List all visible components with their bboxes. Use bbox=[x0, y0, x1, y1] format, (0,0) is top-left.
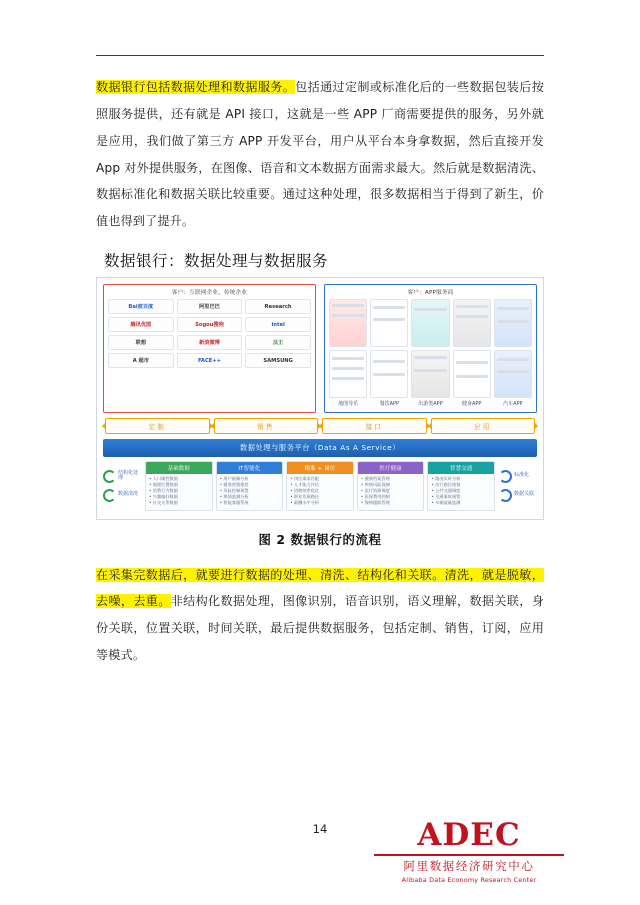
right-panel-caption: 客户：APP服务商 bbox=[407, 290, 454, 297]
figure-left-panel bbox=[103, 284, 316, 413]
card-item: • 岗位需求匹配 bbox=[290, 476, 320, 482]
logo-english-name: Alibaba Data Economy Research Center bbox=[401, 875, 537, 884]
card-item: • 人才能力评估 bbox=[290, 482, 320, 488]
arrow-tag-custom: 定制 bbox=[105, 418, 210, 434]
process-label: 数据关联 bbox=[514, 491, 535, 498]
card-item: • 车辆流量监测 bbox=[431, 500, 461, 506]
service-card bbox=[216, 461, 284, 510]
page-number: 14 bbox=[312, 822, 328, 836]
card-item: • 消费行为数据 bbox=[149, 488, 178, 494]
page-content bbox=[96, 74, 544, 669]
card-item: • 疾病风险预测 bbox=[360, 482, 390, 488]
logo-cell: FACE++ bbox=[177, 353, 243, 368]
app-label-row bbox=[329, 400, 532, 407]
app-screenshot bbox=[453, 350, 491, 398]
arrow-tag-interface: 接口 bbox=[322, 418, 427, 434]
logo-cell: 汰王 bbox=[245, 335, 311, 350]
process-item bbox=[499, 470, 537, 483]
logo-wordmark: ADEC bbox=[417, 817, 521, 853]
process-item bbox=[103, 489, 141, 502]
service-card bbox=[286, 461, 354, 510]
card-item: • 路况实时分析 bbox=[431, 476, 461, 482]
logo-cell: Bai度百度 bbox=[108, 299, 174, 314]
header-rule bbox=[96, 55, 544, 56]
card-item: • 薪酬水平分析 bbox=[290, 500, 320, 506]
left-panel-caption: 客户：互联网企业、传统企业 bbox=[171, 290, 248, 297]
app-label: 出游类APP bbox=[418, 401, 443, 408]
refresh-arrow-icon bbox=[103, 489, 116, 502]
app-screenshot bbox=[494, 299, 532, 347]
app-screenshot bbox=[411, 350, 449, 398]
refresh-arrow-icon bbox=[499, 489, 512, 502]
logo-cell: 联想 bbox=[108, 335, 174, 350]
left-panel-logo-grid bbox=[108, 299, 311, 368]
platform-band: 数据处理与服务平台（Data As A Service） bbox=[103, 439, 537, 457]
right-process-column bbox=[499, 461, 537, 510]
card-item: • 用户画像分析 bbox=[219, 476, 249, 482]
process-item bbox=[103, 470, 141, 483]
figure-lower-row bbox=[103, 461, 537, 510]
card-item: • 公共交通调度 bbox=[431, 488, 461, 494]
process-label: 数据清洗 bbox=[118, 491, 139, 498]
paragraph-2-rest: 非结构化数据处理，图像识别，语音识别，语义理解，数据关联，身份关联，位置关联，时间关联，最后提供数据服务，包括定制、销售，订阅，应用等模式。 bbox=[96, 594, 544, 663]
card-item: • 出行路径规划 bbox=[431, 482, 461, 488]
paragraph-1-rest: 包括通过定制或标准化后的一些数据包装后按照服务提供，还有就是 API 接口，这就是一些 APP 厂商需要提供的服务，另外就是应用，我们做了第三方 APP 开发平台，用户从平台本身拿数据，然后直接开发 App 对外提供服务，在图像、语音和文本数据方面需求最大。然后就是数据清洗、数据标准化和数据关联比较重要。通过这种处理，很多数据相当于得到了新生，价值也得到了提升。 bbox=[96, 80, 544, 229]
paragraph-2-highlight: 在采集完数据后，就要进行数据的处理、清洗、结构化和关联。清洗，就是脱敏，去噪，去重。 bbox=[96, 567, 544, 609]
card-header: 智慧交通 bbox=[428, 462, 494, 474]
card-header: IT智能化 bbox=[217, 462, 283, 474]
card-item: • 精准营销推荐 bbox=[219, 482, 249, 488]
card-item: • 舆情监测分析 bbox=[219, 494, 249, 500]
service-card bbox=[427, 461, 495, 510]
card-item: • 社交关系数据 bbox=[149, 500, 178, 506]
arrow-tag-application: 应用 bbox=[431, 418, 536, 434]
refresh-arrow-icon bbox=[103, 470, 116, 483]
card-item: • 医保费用控制 bbox=[360, 494, 390, 500]
app-label: 健身APP bbox=[461, 401, 482, 408]
app-screenshot bbox=[370, 350, 408, 398]
service-card-grid bbox=[145, 461, 495, 510]
arrow-tag-sales: 销售 bbox=[214, 418, 319, 434]
logo-cell: 腾讯优图 bbox=[108, 317, 174, 332]
service-card bbox=[145, 461, 213, 510]
card-body bbox=[287, 474, 353, 509]
process-label: 结构化处理 bbox=[118, 469, 139, 482]
app-screenshot bbox=[494, 350, 532, 398]
app-screenshot bbox=[329, 299, 367, 347]
card-body bbox=[146, 474, 212, 509]
logo-cell: Research bbox=[245, 299, 311, 314]
service-card bbox=[357, 461, 425, 510]
logo-cell: intel bbox=[245, 317, 311, 332]
card-item: • 人口属性数据 bbox=[149, 476, 178, 482]
card-header: 基础数据 bbox=[146, 462, 212, 474]
figure-right-panel bbox=[324, 284, 537, 413]
paragraph-2 bbox=[96, 562, 544, 669]
app-screenshot bbox=[411, 299, 449, 347]
organization-logo bbox=[374, 817, 564, 884]
logo-cell: A 超市 bbox=[108, 353, 174, 368]
card-item: • 招聘效率优化 bbox=[290, 488, 320, 494]
logo-cell: 新浪微博 bbox=[177, 335, 243, 350]
logo-cell: 阿里巴巴 bbox=[177, 299, 243, 314]
refresh-arrow-icon bbox=[499, 470, 512, 483]
figure-top-row bbox=[103, 284, 537, 413]
card-item: • 地理位置数据 bbox=[149, 482, 178, 488]
process-label: 标准化 bbox=[514, 472, 530, 479]
app-label: 地图导乐 bbox=[338, 401, 359, 408]
arrow-tag-row bbox=[103, 418, 537, 434]
figure-caption: 图 2 数据银行的流程 bbox=[258, 531, 382, 547]
card-item: • 医疗资源调度 bbox=[360, 488, 390, 494]
card-item: • 兴趣偏好数据 bbox=[149, 494, 178, 500]
card-item: • 健康档案管理 bbox=[360, 476, 390, 482]
figure-data-bank-flow bbox=[96, 277, 544, 519]
logo-cell: Sogou搜狗 bbox=[177, 317, 243, 332]
logo-cell: SAMSUNG bbox=[245, 353, 311, 368]
app-screenshot bbox=[370, 299, 408, 347]
process-item bbox=[499, 489, 537, 502]
app-screenshot bbox=[329, 350, 367, 398]
figure-heading: 数据银行：数据处理与数据服务 bbox=[104, 252, 329, 271]
logo-chinese-name: 阿里数据经济研究中心 bbox=[403, 859, 535, 873]
left-process-column bbox=[103, 461, 141, 510]
card-header: 医疗健康 bbox=[358, 462, 424, 474]
card-body bbox=[358, 474, 424, 509]
logo-divider bbox=[374, 854, 564, 856]
app-label: 餐饮APP bbox=[379, 401, 400, 408]
app-label: 汽车APP bbox=[503, 401, 523, 408]
card-item: • 职业发展路径 bbox=[290, 494, 320, 500]
card-header: 精准 + 岗位 bbox=[287, 462, 353, 474]
app-screenshot bbox=[453, 299, 491, 347]
paragraph-1-highlight: 数据银行包括数据处理和数据服务。 bbox=[96, 80, 296, 94]
card-body bbox=[217, 474, 283, 509]
paragraph-1 bbox=[96, 74, 544, 235]
card-item: • 慢病跟踪管理 bbox=[360, 500, 390, 506]
card-item: • 风险控制预警 bbox=[219, 488, 249, 494]
card-item: • 交通事故预警 bbox=[431, 494, 461, 500]
app-screenshot-grid bbox=[329, 299, 532, 398]
card-item: • 智能客服系统 bbox=[219, 500, 249, 506]
card-body bbox=[428, 474, 494, 509]
